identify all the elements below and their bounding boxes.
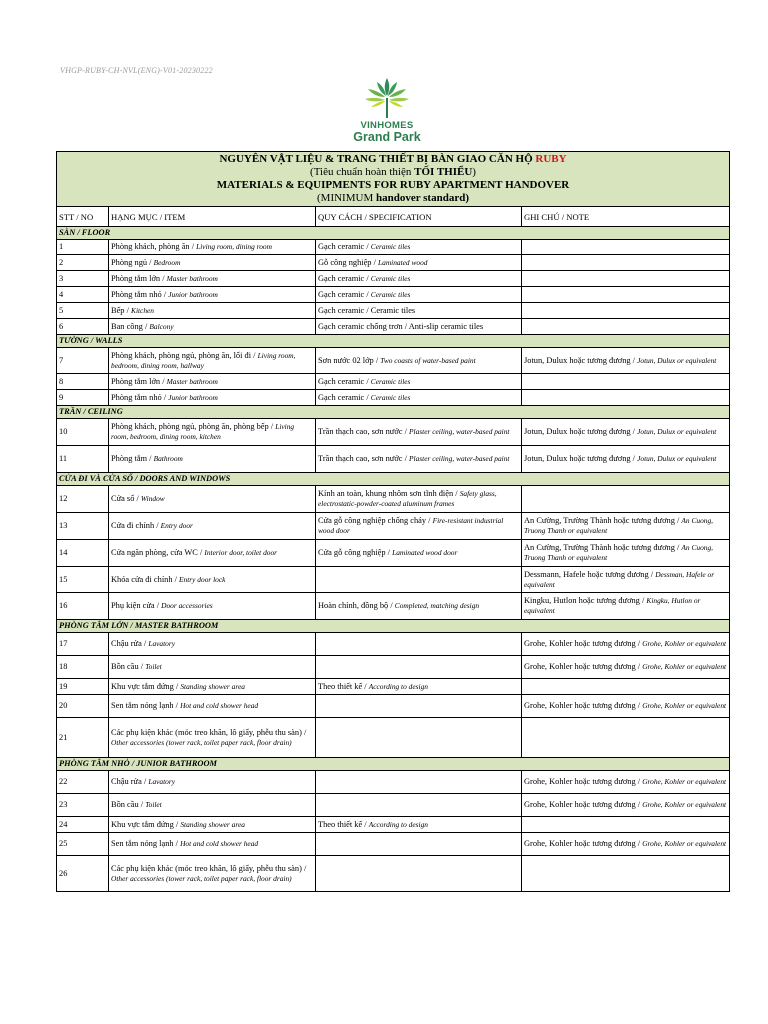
row-number: 17 (57, 633, 109, 656)
item-en: Junior bathroom (168, 392, 218, 402)
row-number: 21 (57, 718, 109, 758)
row-item (109, 593, 316, 620)
table-row (57, 817, 730, 833)
item-en: Kitchen (131, 305, 155, 315)
row-item (109, 856, 316, 892)
row-spec (316, 718, 522, 758)
table-row (57, 794, 730, 817)
row-number: 7 (57, 348, 109, 374)
subtitle-en-b: handover standard) (373, 192, 469, 204)
spec-vi: Trần thạch cao, sơn nước / (318, 427, 410, 436)
note-en: Jotun, Dulux or equivalent (637, 454, 717, 463)
row-note (522, 833, 730, 856)
table-row (57, 390, 730, 406)
row-note (522, 817, 730, 833)
row-spec (316, 656, 522, 679)
row-note (522, 679, 730, 695)
logo-text-vinhomes: VINHOMES (360, 120, 414, 131)
item-en: Window (140, 494, 165, 503)
spec-en: Plaster ceiling, water-based paint (409, 427, 510, 436)
item-en: Toilet (145, 662, 162, 671)
item-vi: Phòng tắm nhỏ / (111, 392, 169, 402)
header-item: HẠNG MỤC / ITEM (109, 207, 316, 227)
row-spec (316, 303, 522, 319)
row-item (109, 255, 316, 271)
note-vi: Jotun, Dulux hoặc tương đương / (524, 427, 638, 436)
note-en: Grohe, Kohler or equivalent (642, 839, 727, 848)
row-item (109, 390, 316, 406)
section-row (57, 620, 730, 633)
header-row (57, 207, 730, 227)
row-spec (316, 856, 522, 892)
subtitle-line-en (57, 192, 729, 205)
row-spec (316, 771, 522, 794)
item-vi: Phòng khách, phòng ngủ, phòng ăn, lối đi / (111, 350, 258, 360)
note-vi: Grohe, Kohler hoặc tương đương / (524, 839, 643, 848)
row-item (109, 486, 316, 513)
row-note (522, 390, 730, 406)
section-row (57, 758, 730, 771)
row-note (522, 446, 730, 473)
title-line-en: MATERIALS & EQUIPMENTS FOR RUBY APARTMENT HANDOVER (216, 179, 570, 191)
section-row (57, 473, 730, 486)
item-vi: Phòng ngủ / (111, 257, 154, 267)
table-row (57, 856, 730, 892)
row-number: 12 (57, 486, 109, 513)
row-spec (316, 319, 522, 335)
row-item (109, 419, 316, 446)
row-number: 10 (57, 419, 109, 446)
note-en: Grohe, Kohler or equivalent (642, 662, 727, 671)
row-spec (316, 817, 522, 833)
note-vi: Grohe, Kohler hoặc tương đương / (524, 701, 643, 710)
table-row (57, 833, 730, 856)
spec-vi: Kính an toàn, khung nhôm sơn tĩnh điện / (318, 489, 460, 498)
document-reference-code: VHGP-RUBY-CH-NVL(ENG)-V01-20230222 (60, 66, 213, 75)
item-vi: Phòng tắm nhỏ / (111, 289, 169, 299)
note-en: An Cuong, Truong Thanh or equivalent (524, 543, 714, 562)
spec-vi: Theo thiết kế / (318, 819, 369, 829)
item-vi: Cửa sổ / (111, 494, 141, 503)
row-item (109, 817, 316, 833)
spec-en: Ceramic tiles (370, 242, 411, 251)
row-number: 8 (57, 374, 109, 390)
spec-en: Ceramic tiles (370, 273, 411, 283)
item-vi: Phụ kiện cửa / (111, 601, 162, 610)
subtitle-en-a: (MINIMUM (317, 192, 374, 204)
table-row (57, 567, 730, 593)
section-row (57, 406, 730, 419)
item-en: Hot and cold shower head (180, 701, 259, 710)
item-en: Entry door lock (179, 574, 226, 584)
row-item (109, 656, 316, 679)
note-en: An Cuong, Truong Thanh or equivalent (524, 516, 714, 535)
item-en: Living room, bedroom, dining room, hallway (111, 350, 296, 370)
materials-table-body (57, 152, 730, 892)
table-row (57, 419, 730, 446)
item-en: Standing shower area (180, 681, 245, 691)
table-title (57, 152, 730, 207)
row-item (109, 718, 316, 758)
row-note (522, 374, 730, 390)
spec-vi: Gạch ceramic / (318, 392, 371, 402)
note-vi: Dessmann, Hafele hoặc tương đương / (524, 569, 656, 579)
item-vi: Cửa ngăn phòng, cửa WC / (111, 548, 205, 557)
table-row (57, 255, 730, 271)
note-en: Grohe, Kohler or equivalent (642, 777, 727, 786)
item-vi: Phòng khách, phòng ăn / (111, 242, 197, 251)
note-en: Dessman, Hafele or equivalent (524, 569, 715, 589)
item-en: Interior door, toilet door (204, 548, 278, 557)
row-number: 19 (57, 679, 109, 695)
item-vi: Bếp / (111, 305, 132, 315)
table-row (57, 633, 730, 656)
table-row (57, 593, 730, 620)
item-en: Standing shower area (180, 819, 245, 829)
row-item (109, 695, 316, 718)
item-en: Entry door (160, 521, 193, 530)
table-row (57, 513, 730, 540)
row-note (522, 419, 730, 446)
header-no: STT / NO (57, 207, 109, 227)
item-vi: Bồn cầu / (111, 662, 146, 671)
row-number: 6 (57, 319, 109, 335)
subtitle-vi-c: ) (472, 166, 476, 178)
item-vi: Chậu rửa / (111, 639, 149, 648)
title-ruby-highlight: RUBY (535, 153, 567, 165)
row-number: 11 (57, 446, 109, 473)
row-spec (316, 679, 522, 695)
row-note (522, 856, 730, 892)
item-en: Bathroom (153, 454, 183, 463)
item-en: Lavatory (148, 777, 176, 786)
row-number: 23 (57, 794, 109, 817)
row-number: 22 (57, 771, 109, 794)
item-en: Junior bathroom (168, 289, 218, 299)
row-number: 9 (57, 390, 109, 406)
item-vi: Khu vực tắm đứng / (111, 681, 181, 691)
row-spec (316, 695, 522, 718)
spec-en: Ceramic tiles (370, 376, 411, 386)
table-row (57, 695, 730, 718)
row-number: 15 (57, 567, 109, 593)
row-note (522, 656, 730, 679)
item-vi: Khóa cửa đi chính / (111, 574, 180, 584)
item-en: Living room, bedroom, dining room, kitchen (111, 422, 295, 441)
note-vi: An Cường, Trường Thành hoặc tương đương / (524, 516, 682, 525)
row-note (522, 593, 730, 620)
table-row (57, 771, 730, 794)
section-row (57, 335, 730, 348)
row-spec (316, 540, 522, 567)
item-en: Hot and cold shower head (180, 839, 259, 848)
item-en: Master bathroom (166, 376, 218, 386)
note-en: Grohe, Kohler or equivalent (642, 639, 727, 648)
row-note (522, 303, 730, 319)
spec-vi: Trần thạch cao, sơn nước / (318, 454, 410, 463)
logo-text-grand-park: Grand Park (353, 130, 421, 144)
row-number: 3 (57, 271, 109, 287)
row-spec (316, 446, 522, 473)
item-en: Living room, dining room (196, 242, 272, 251)
row-note (522, 771, 730, 794)
row-note (522, 271, 730, 287)
row-item (109, 446, 316, 473)
row-number: 2 (57, 255, 109, 271)
spec-en: Completed, matching design (394, 601, 480, 610)
row-number: 4 (57, 287, 109, 303)
subtitle-vi-b: TỐI THIỂU (414, 166, 473, 178)
item-en: Door accessories (161, 601, 213, 610)
item-vi: Các phụ kiện khác (móc treo khăn, lô giấy, phễu thu sàn) / (111, 727, 307, 737)
section-title: CỬA ĐI VÀ CỬA SỔ / DOORS AND WINDOWS (57, 473, 730, 486)
row-note (522, 348, 730, 374)
spec-vi: Hoàn chỉnh, đồng bộ / (318, 601, 395, 610)
row-spec (316, 794, 522, 817)
table-row (57, 540, 730, 567)
section-title: PHÒNG TẮM LỚN / MASTER BATHROOM (57, 620, 730, 633)
note-vi: Grohe, Kohler hoặc tương đương / (524, 800, 643, 809)
note-en: Jotun, Dulux or equivalent (637, 427, 717, 436)
row-item (109, 319, 316, 335)
item-en: Other accessories (tower rack, toilet paper rack, floor drain) (111, 737, 292, 747)
table-row (57, 287, 730, 303)
title-vi-text: NGUYÊN VẬT LIỆU & TRANG THIẾT BỊ BÀN GIAO CĂN HỘ (219, 153, 536, 165)
table-row (57, 446, 730, 473)
row-item (109, 271, 316, 287)
item-vi: Phòng tắm lớn / (111, 273, 167, 283)
spec-en: Fire-resistant industrial wood door (318, 516, 504, 535)
row-item (109, 567, 316, 593)
row-spec (316, 593, 522, 620)
table-row (57, 374, 730, 390)
row-item (109, 374, 316, 390)
section-row (57, 227, 730, 240)
spec-vi: Gạch ceramic / Ceramic tiles (318, 305, 416, 315)
row-spec (316, 486, 522, 513)
row-note (522, 633, 730, 656)
note-vi: Grohe, Kohler hoặc tương đương / (524, 639, 643, 648)
item-en: Lavatory (148, 639, 176, 648)
row-item (109, 348, 316, 374)
note-vi: Kingku, Hutlon hoặc tương đương / (524, 596, 647, 605)
item-en: Other accessories (tower rack, toilet paper rack, floor drain) (111, 873, 292, 883)
section-title: SÀN / FLOOR (57, 227, 730, 240)
row-number: 14 (57, 540, 109, 567)
row-note (522, 319, 730, 335)
item-vi: Ban công / (111, 321, 150, 331)
item-en: Master bathroom (166, 273, 218, 283)
vinhomes-grand-park-logo (345, 74, 429, 150)
row-spec (316, 271, 522, 287)
spec-en: According to design (368, 819, 428, 829)
table-row (57, 303, 730, 319)
spec-vi: Gạch ceramic / (318, 242, 371, 251)
title-line-vi (57, 153, 729, 166)
row-item (109, 833, 316, 856)
row-number: 24 (57, 817, 109, 833)
table-row (57, 271, 730, 287)
item-en: Bedroom (153, 257, 181, 267)
item-vi: Các phụ kiện khác (móc treo khăn, lô giấy, phễu thu sàn) / (111, 863, 307, 873)
note-en: Jotun, Dulux or equivalent (637, 355, 717, 365)
row-item (109, 794, 316, 817)
item-en: Toilet (145, 800, 162, 809)
spec-en: According to design (368, 681, 428, 691)
spec-vi: Gạch ceramic / (318, 376, 371, 386)
table-row (57, 486, 730, 513)
row-note (522, 540, 730, 567)
row-number: 20 (57, 695, 109, 718)
row-number: 25 (57, 833, 109, 856)
row-note (522, 255, 730, 271)
row-number: 16 (57, 593, 109, 620)
subtitle-line-vi (57, 166, 729, 179)
row-item (109, 513, 316, 540)
row-spec (316, 287, 522, 303)
section-title: PHÒNG TẮM NHỎ / JUNIOR BATHROOM (57, 758, 730, 771)
note-vi: Grohe, Kohler hoặc tương đương / (524, 662, 643, 671)
note-vi: Grohe, Kohler hoặc tương đương / (524, 777, 643, 786)
spec-vi: Gạch ceramic / (318, 273, 371, 283)
table-row (57, 348, 730, 374)
row-item (109, 679, 316, 695)
spec-vi: Theo thiết kế / (318, 681, 369, 691)
row-note (522, 287, 730, 303)
row-note (522, 567, 730, 593)
spec-en: Ceramic tiles (370, 289, 411, 299)
row-item (109, 240, 316, 255)
spec-en: Safety glass, electrostatic-powder-coated aluminum frames (318, 489, 497, 508)
spec-en: Ceramic tiles (370, 392, 411, 402)
row-note (522, 695, 730, 718)
spec-vi: Cửa gỗ công nghiệp chống cháy / (318, 516, 433, 525)
row-note (522, 718, 730, 758)
row-spec (316, 419, 522, 446)
item-vi: Phòng tắm / (111, 454, 154, 463)
row-spec (316, 240, 522, 255)
table-row (57, 679, 730, 695)
item-vi: Khu vực tắm đứng / (111, 819, 181, 829)
row-item (109, 540, 316, 567)
spec-en: Plaster ceiling, water-based paint (409, 454, 510, 463)
spec-vi: Sơn nước 02 lớp / (318, 355, 381, 365)
item-vi: Sen tắm nóng lạnh / (111, 701, 181, 710)
table-row (57, 319, 730, 335)
item-vi: Chậu rửa / (111, 777, 149, 786)
section-title: TRẦN / CEILING (57, 406, 730, 419)
row-number: 26 (57, 856, 109, 892)
note-en: Kingku, Hutlon or equivalent (524, 596, 701, 615)
table-row (57, 718, 730, 758)
note-en: Grohe, Kohler or equivalent (642, 701, 727, 710)
row-note (522, 240, 730, 255)
item-en: Balcony (149, 321, 174, 331)
spec-en: Laminated wood door (392, 548, 458, 557)
row-item (109, 633, 316, 656)
row-item (109, 771, 316, 794)
row-item (109, 303, 316, 319)
spec-vi: Gạch ceramic / (318, 289, 371, 299)
row-note (522, 486, 730, 513)
row-spec (316, 348, 522, 374)
spec-en: Two coasts of water-based paint (380, 355, 476, 365)
row-spec (316, 833, 522, 856)
row-note (522, 513, 730, 540)
note-vi: An Cường, Trường Thành hoặc tương đương / (524, 543, 682, 552)
row-item (109, 287, 316, 303)
row-number: 13 (57, 513, 109, 540)
row-spec (316, 255, 522, 271)
spec-vi: Gỗ công nghiệp / (318, 257, 379, 267)
note-vi: Jotun, Dulux hoặc tương đương / (524, 355, 638, 365)
header-spec: QUY CÁCH / SPECIFICATION (316, 207, 522, 227)
item-vi: Phòng tắm lớn / (111, 376, 167, 386)
title-row (57, 152, 730, 207)
header-note: GHI CHÚ / NOTE (522, 207, 730, 227)
row-note (522, 794, 730, 817)
row-spec (316, 513, 522, 540)
section-title: TƯỜNG / WALLS (57, 335, 730, 348)
row-number: 1 (57, 240, 109, 255)
note-vi: Jotun, Dulux hoặc tương đương / (524, 454, 638, 463)
row-number: 18 (57, 656, 109, 679)
spec-en: Laminated wood (378, 257, 428, 267)
row-spec (316, 390, 522, 406)
row-number: 5 (57, 303, 109, 319)
item-vi: Cửa đi chính / (111, 521, 161, 530)
item-vi: Sen tắm nóng lạnh / (111, 839, 181, 848)
table-row (57, 656, 730, 679)
item-vi: Phòng khách, phòng ngủ, phòng ăn, phòng bếp / (111, 422, 276, 431)
row-spec (316, 567, 522, 593)
palm-tree-icon (363, 74, 411, 120)
spec-vi: Cửa gỗ công nghiệp / (318, 548, 393, 557)
row-spec (316, 374, 522, 390)
item-vi: Bồn cầu / (111, 800, 146, 809)
subtitle-vi-a: (Tiêu chuẩn hoàn thiện (310, 166, 415, 178)
row-spec (316, 633, 522, 656)
materials-table (56, 151, 730, 892)
spec-vi: Gạch ceramic chống trơn / Anti-slip ceramic tiles (318, 321, 484, 331)
note-en: Grohe, Kohler or equivalent (642, 800, 727, 809)
table-row (57, 240, 730, 255)
